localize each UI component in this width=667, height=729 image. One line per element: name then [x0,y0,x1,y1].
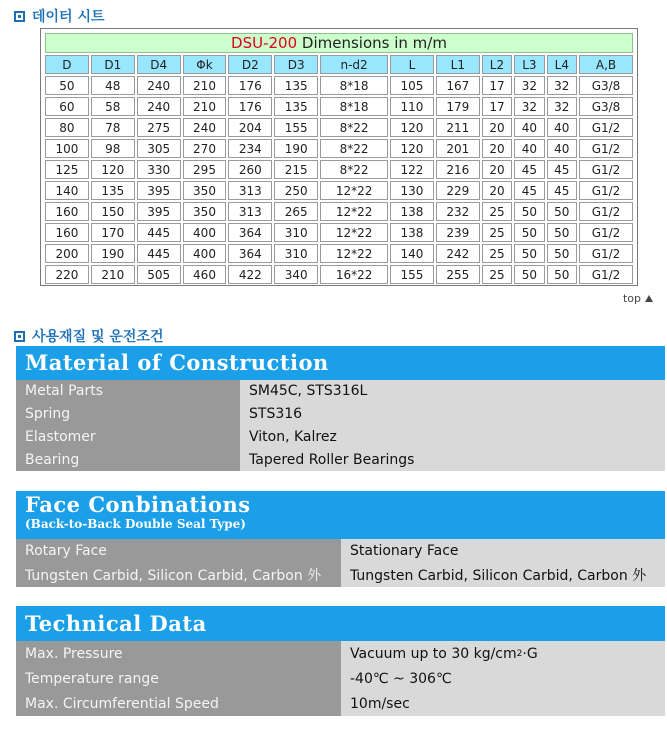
dimension-cell: 160 [45,223,89,242]
material-row [16,448,665,471]
material-panel [16,346,665,471]
pressure-superscript: 2 [516,648,523,659]
dimension-cell: 58 [91,97,135,116]
dimension-cell: 40 [547,118,577,137]
material-value: STS316 [240,402,665,425]
dimension-cell: 240 [137,76,181,95]
dimension-header-cell: Φk [183,55,227,74]
dimension-header-cell: n-d2 [320,55,388,74]
dimension-row [45,76,633,95]
dimension-header-cell: D4 [137,55,181,74]
dimension-cell: 150 [91,202,135,221]
material-row [16,402,665,425]
dimension-cell: 240 [183,118,227,137]
dimension-cell: 120 [390,118,434,137]
dimension-cell: 201 [436,139,480,158]
material-value: Tapered Roller Bearings [240,448,665,471]
dimension-cell: 215 [274,160,318,179]
dimension-cell: G1/2 [579,223,633,242]
dimension-cell: 45 [514,181,544,200]
dimension-header-cell: L3 [514,55,544,74]
technical-row [16,691,665,716]
pressure-suffix: ·G [522,645,538,662]
top-link[interactable] [623,292,653,305]
dimension-cell: 250 [274,181,318,200]
dimension-cell: 48 [91,76,135,95]
model-code: DSU-200 [231,34,298,52]
dimension-cell: 350 [183,181,227,200]
material-banner [16,346,665,380]
square-bullet-icon [14,11,25,22]
dimension-cell: 190 [274,139,318,158]
dimension-cell: 40 [514,118,544,137]
dimension-header-cell: L2 [482,55,512,74]
dimension-cell: 160 [45,202,89,221]
technical-banner-title: Technical Data [25,610,207,636]
technical-panel [16,606,665,716]
dimension-cell: G1/2 [579,244,633,263]
dimension-cell: 310 [274,244,318,263]
dimension-cell: 8*22 [320,160,388,179]
dimension-cell: 313 [228,181,272,200]
dimension-row [45,265,633,284]
dimension-cell: 305 [137,139,181,158]
dimension-cell: 98 [91,139,135,158]
face-panel [16,491,665,587]
dimension-cell: 8*18 [320,97,388,116]
dimension-row [45,202,633,221]
dimension-cell: 32 [547,76,577,95]
dimension-cell: 32 [514,76,544,95]
dimension-title-text: Dimensions in m/m [297,34,447,52]
material-section-title [14,326,163,346]
top-link-label[interactable]: top [622,292,641,305]
face-label: Tungsten Carbid, Silicon Carbid, Carbon 外 [16,563,341,587]
face-value: Tungsten Carbid, Silicon Carbid, Carbon 外 [341,563,665,587]
dimension-cell: 125 [45,160,89,179]
dimension-cell: 16*22 [320,265,388,284]
dimension-cell: 50 [547,244,577,263]
dimension-header-row [45,55,633,74]
face-banner [16,491,665,539]
dimension-row [45,97,633,116]
dimension-cell: 330 [137,160,181,179]
dimension-cell: 50 [514,223,544,242]
face-value: Stationary Face [341,539,665,563]
dimension-cell: 260 [228,160,272,179]
dimension-cell: 155 [390,265,434,284]
dimension-cell: 210 [91,265,135,284]
dimension-cell: 40 [547,139,577,158]
dimension-cell: 45 [547,181,577,200]
dimension-table-title [45,33,633,53]
technical-label: Temperature range [16,666,341,691]
dimension-cell: G3/8 [579,97,633,116]
dimension-cell: G1/2 [579,265,633,284]
technical-banner [16,606,665,641]
dimension-cell: 32 [547,97,577,116]
datasheet-title-text: 데이터 시트 [32,9,105,25]
dimension-cell: 265 [274,202,318,221]
technical-label: Max. Circumferential Speed [16,691,341,716]
dimension-cell: 50 [547,265,577,284]
dimension-cell: 275 [137,118,181,137]
dimension-cell: 216 [436,160,480,179]
dimension-header-cell: D1 [91,55,135,74]
dimension-cell: 32 [514,97,544,116]
dimension-cell: 8*22 [320,118,388,137]
dimension-cell: 232 [436,202,480,221]
dimension-cell: 50 [514,265,544,284]
technical-label: Max. Pressure [16,641,341,666]
dimension-header-cell: L1 [436,55,480,74]
dimension-cell: 25 [482,265,512,284]
dimension-cell: 8*22 [320,139,388,158]
dimension-cell: 135 [91,181,135,200]
dimension-cell: 460 [183,265,227,284]
dimension-cell: 179 [436,97,480,116]
dimension-cell: 20 [482,118,512,137]
face-label: Rotary Face [16,539,341,563]
dimension-cell: 17 [482,97,512,116]
dimension-cell: 120 [91,160,135,179]
dimension-cell: 50 [45,76,89,95]
material-label: Metal Parts [16,380,240,402]
dimension-cell: 310 [274,223,318,242]
dimension-table [43,31,635,286]
dimension-cell: 340 [274,265,318,284]
dimension-cell: G1/2 [579,118,633,137]
technical-value: -40℃ ~ 306℃ [341,666,665,691]
pressure-value: Vacuum up to 30 kg/cm [350,645,517,662]
dimension-cell: 395 [137,181,181,200]
dimension-cell: 20 [482,139,512,158]
dimension-cell: 229 [436,181,480,200]
dimension-cell: 505 [137,265,181,284]
dimension-cell: 100 [45,139,89,158]
dimension-cell: 45 [514,160,544,179]
material-label: Spring [16,402,240,425]
dimension-cell: 50 [514,202,544,221]
dimension-cell: 200 [45,244,89,263]
dimension-cell: 155 [274,118,318,137]
dimension-cell: 270 [183,139,227,158]
face-banner-subtitle: (Back-to-Back Double Seal Type) [25,517,246,531]
material-value: Viton, Kalrez [240,425,665,448]
dimension-cell: 240 [137,97,181,116]
dimension-row [45,181,633,200]
dimension-row [45,139,633,158]
square-bullet-icon [14,331,25,342]
dimension-cell: G3/8 [579,76,633,95]
dimension-cell: 138 [390,223,434,242]
dimension-cell: 170 [91,223,135,242]
dimension-cell: 140 [390,244,434,263]
material-label: Elastomer [16,425,240,448]
dimension-cell: 12*22 [320,223,388,242]
dimension-cell: 138 [390,202,434,221]
dimension-cell: 25 [482,202,512,221]
dimension-cell: 364 [228,223,272,242]
dimension-cell: 60 [45,97,89,116]
technical-value [341,641,665,666]
dimension-cell: 445 [137,244,181,263]
dimension-row [45,223,633,242]
dimension-cell: 364 [228,244,272,263]
face-banner-title: Face Conbinations [25,492,251,517]
dimension-header-cell: L4 [547,55,577,74]
dimension-cell: G1/2 [579,160,633,179]
dimension-cell: 204 [228,118,272,137]
dimension-cell: G1/2 [579,139,633,158]
material-section-title-text: 사용재질 및 운전조건 [32,329,164,345]
dimension-header-cell: L [390,55,434,74]
dimension-cell: 176 [228,76,272,95]
dimension-cell: 176 [228,97,272,116]
dimension-cell: 45 [547,160,577,179]
dimension-table-frame [40,28,638,286]
dimension-cell: 395 [137,202,181,221]
dimension-cell: 50 [547,202,577,221]
dimension-header-cell: A,B [579,55,633,74]
face-row [16,563,665,587]
dimension-cell: G1/2 [579,202,633,221]
datasheet-section-title [14,6,105,26]
dimension-cell: 210 [183,97,227,116]
dimension-row [45,160,633,179]
material-row [16,380,665,402]
dimension-cell: 12*22 [320,244,388,263]
dimension-cell: G1/2 [579,181,633,200]
dimension-cell: 20 [482,181,512,200]
dimension-cell: 400 [183,223,227,242]
dimension-cell: 211 [436,118,480,137]
material-label: Bearing [16,448,240,471]
dimension-cell: 122 [390,160,434,179]
dimension-row [45,118,633,137]
dimension-cell: 12*22 [320,202,388,221]
dimension-cell: 190 [91,244,135,263]
dimension-cell: 135 [274,76,318,95]
dimension-cell: 140 [45,181,89,200]
dimension-cell: 422 [228,265,272,284]
dimension-cell: 220 [45,265,89,284]
material-value: SM45C, STS316L [240,380,665,402]
dimension-cell: 17 [482,76,512,95]
dimension-cell: 445 [137,223,181,242]
dimension-cell: 210 [183,76,227,95]
dimension-cell: 80 [45,118,89,137]
dimension-cell: 20 [482,160,512,179]
technical-row [16,666,665,691]
dimension-row [45,244,633,263]
dimension-cell: 105 [390,76,434,95]
dimension-cell: 350 [183,202,227,221]
material-row [16,425,665,448]
face-row [16,539,665,563]
dimension-cell: 239 [436,223,480,242]
dimension-cell: 110 [390,97,434,116]
dimension-header-cell: D2 [228,55,272,74]
dimension-cell: 78 [91,118,135,137]
dimension-cell: 135 [274,97,318,116]
dimension-cell: 313 [228,202,272,221]
dimension-cell: 400 [183,244,227,263]
technical-value: 10m/sec [341,691,665,716]
technical-row [16,641,665,666]
dimension-cell: 40 [514,139,544,158]
material-banner-title: Material of Construction [25,350,329,375]
dimension-cell: 295 [183,160,227,179]
dimension-cell: 234 [228,139,272,158]
dimension-header-cell: D3 [274,55,318,74]
dimension-cell: 50 [547,223,577,242]
dimension-cell: 12*22 [320,181,388,200]
dimension-cell: 25 [482,223,512,242]
dimension-cell: 130 [390,181,434,200]
dimension-cell: 242 [436,244,480,263]
dimension-cell: 50 [514,244,544,263]
dimension-cell: 120 [390,139,434,158]
dimension-cell: 8*18 [320,76,388,95]
dimension-cell: 167 [436,76,480,95]
dimension-cell: 25 [482,244,512,263]
dimension-header-cell: D [45,55,89,74]
dimension-cell: 255 [436,265,480,284]
triangle-up-icon[interactable] [645,295,653,302]
